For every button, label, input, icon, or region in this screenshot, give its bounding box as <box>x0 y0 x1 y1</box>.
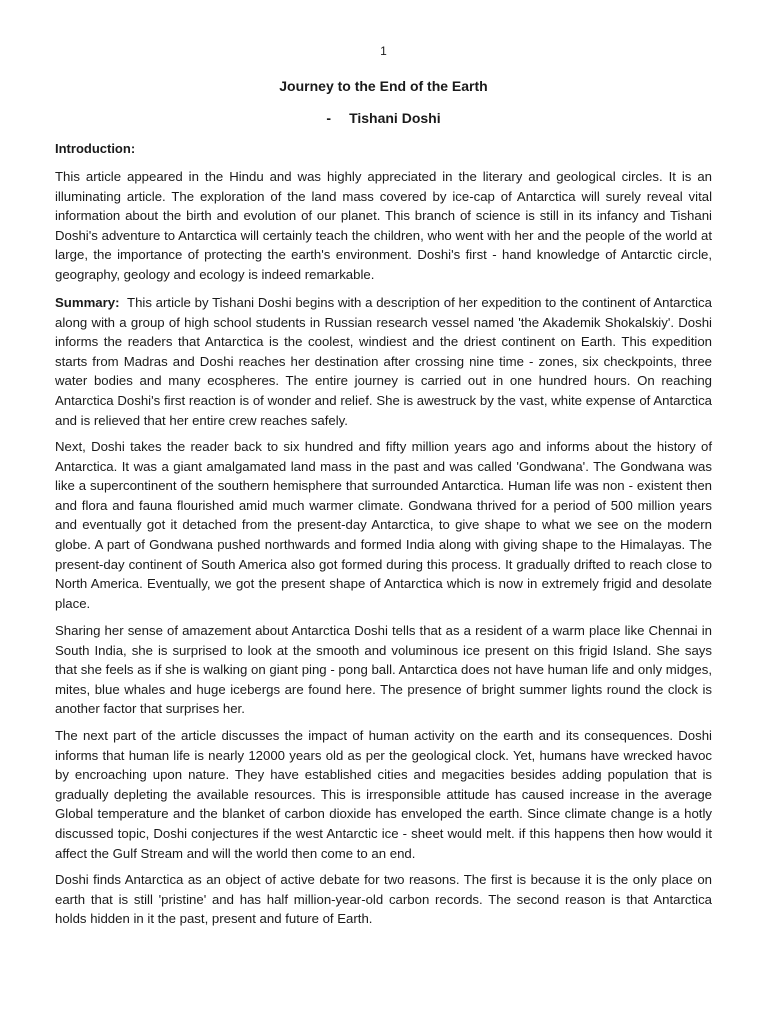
author-name: Tishani Doshi <box>349 110 441 126</box>
author-dash: - <box>326 110 332 126</box>
page-number: 1 <box>380 44 387 58</box>
summary-label: Summary: <box>55 295 120 310</box>
human-impact-paragraph: The next part of the article discusses the impact of human activity on the earth and its consequences. Doshi informs that human life is nearly 12000 years old as per the geological clock. Yet, humans have wrecked havoc by encroaching upon nature. They have established cities and megacities besides adding population that is gradually depleting the available resources. This is irresponsible attitude has caused increase in the average Global temperature and the blanket of carbon dioxide has enveloped the earth. Since climate change is a hotly discussed topic, Doshi conjectures if the west Antarctic ice - sheet would melt. if this happens then how would it affect the Gulf Stream and will the world then come to an end. <box>55 728 712 861</box>
history-paragraph: Next, Doshi takes the reader back to six hundred and fifty million years ago and informs about the history of Antarctica. It was a giant amalgamated land mass in the past and was called 'Gondwana'. The Gondwana was like a supercontinent of the southern hemisphere that surrounded Antarctica. Human life was non - existent then and flora and fauna flourished amid much warmer climate. Gondwana thrived for a period of 500 million years and eventually got it detached from the present-day Antarctica, to give shape to what we see on the modern globe. A part of Gondwana pushed northwards and formed India along with giving shape to the Himalayas. The present-day continent of South America also got formed during this process. It gradually drifted to reach close to North America. Eventually, we got the present shape of Antarctica which is now in extremely frigid and desolate place. <box>55 439 712 611</box>
amazement-paragraph: Sharing her sense of amazement about Antarctica Doshi tells that as a resident of a warm place like Chennai in South India, she is surprised to look at the smooth and voluminous ice present on this frigid Island. She says that she feels as if she is walking on giant ping - pong ball. Antarctica does not have human life and only midges, mites, blue whales and huge icebergs are found here. The presence of bright summer lights round the clock is another factor that surprises her. <box>55 623 712 717</box>
author-line <box>55 110 712 126</box>
introduction-heading: Introduction: <box>55 141 136 156</box>
debate-paragraph: Doshi finds Antarctica as an object of active debate for two reasons. The first is because it is the only place on earth that is still 'pristine' and has half million-year-old carbon records. The second reason is that Antarctica holds hidden in it the past, present and future of Earth. <box>55 872 712 927</box>
summary-paragraph <box>55 293 712 430</box>
summary-text: This article by Tishani Doshi begins with a description of her expedition to the continent of Antarctica along with a group of high school students in Russian research vessel named 'the Akademik Shokalskiy'. Doshi informs the readers that Antarctica is the coolest, windiest and the driest continent on Earth. This expedition starts from Madras and Doshi reaches her destination after crossing nine time - zones, six checkpoints, three water bodies and many ecospheres. The entire journey is carried out in one hundred hours. On reaching Antarctica Doshi's first reaction is of wonder and relief. She is awestruck by the vast, white expense of Antarctica and is relieved that her entire crew reaches safely. <box>55 295 712 428</box>
introduction-paragraph: This article appeared in the Hindu and was highly appreciated in the literary and geological circles. It is an illuminating article. The exploration of the land mass covered by ice-cap of Antarctica will surely reveal vital information about the birth and evolution of our planet. This branch of science is still in its infancy and Tishani Doshi's adventure to Antarctica will certainly teach the children, who went with her and the people of the world at large, the importance of protecting the earth's environment. Doshi's first - hand knowledge of Antarctic circle, geography, geology and ecology is indeed remarkable. <box>55 169 712 282</box>
page-title: Journey to the End of the Earth <box>279 78 488 94</box>
